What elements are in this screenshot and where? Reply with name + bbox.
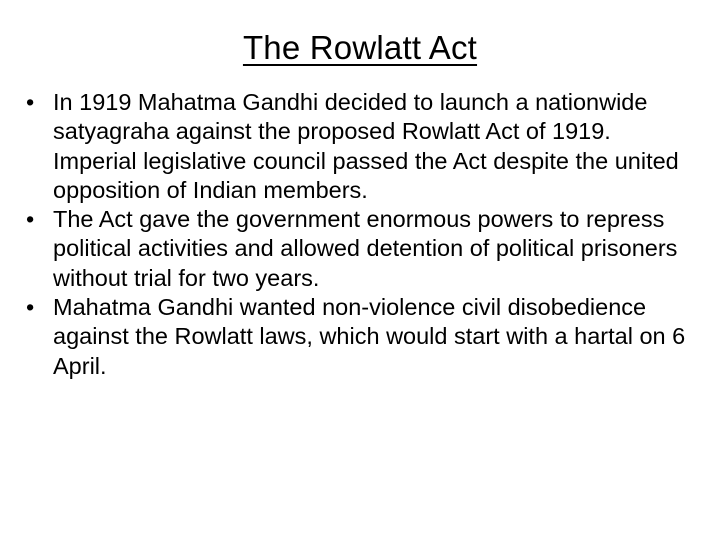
- bullet-marker: •: [26, 206, 35, 233]
- bullet-text: In 1919 Mahatma Gandhi decided to launch a nationwide satyagraha against the proposed Rowlatt Act of 1919. Imperial legislative council passed the Act despite the united opposition of Indian members.: [53, 89, 679, 203]
- bullet-marker: •: [26, 89, 35, 115]
- bullet-text: Mahatma Gandhi wanted non-violence civil disobedience against the Rowlatt laws, which would start with a hartal on 6 April.: [53, 294, 686, 379]
- bullet-marker: •: [26, 294, 35, 321]
- slide-title: The Rowlatt Act: [242, 29, 478, 66]
- bullet-item: [26, 88, 694, 205]
- bullet-item: [26, 205, 694, 293]
- bullet-list: [26, 88, 694, 381]
- bullet-text: The Act gave the government enormous powers to repress political activities and allowed detention of political prisoners without trial for two years.: [53, 206, 678, 291]
- bullet-item: [26, 293, 694, 381]
